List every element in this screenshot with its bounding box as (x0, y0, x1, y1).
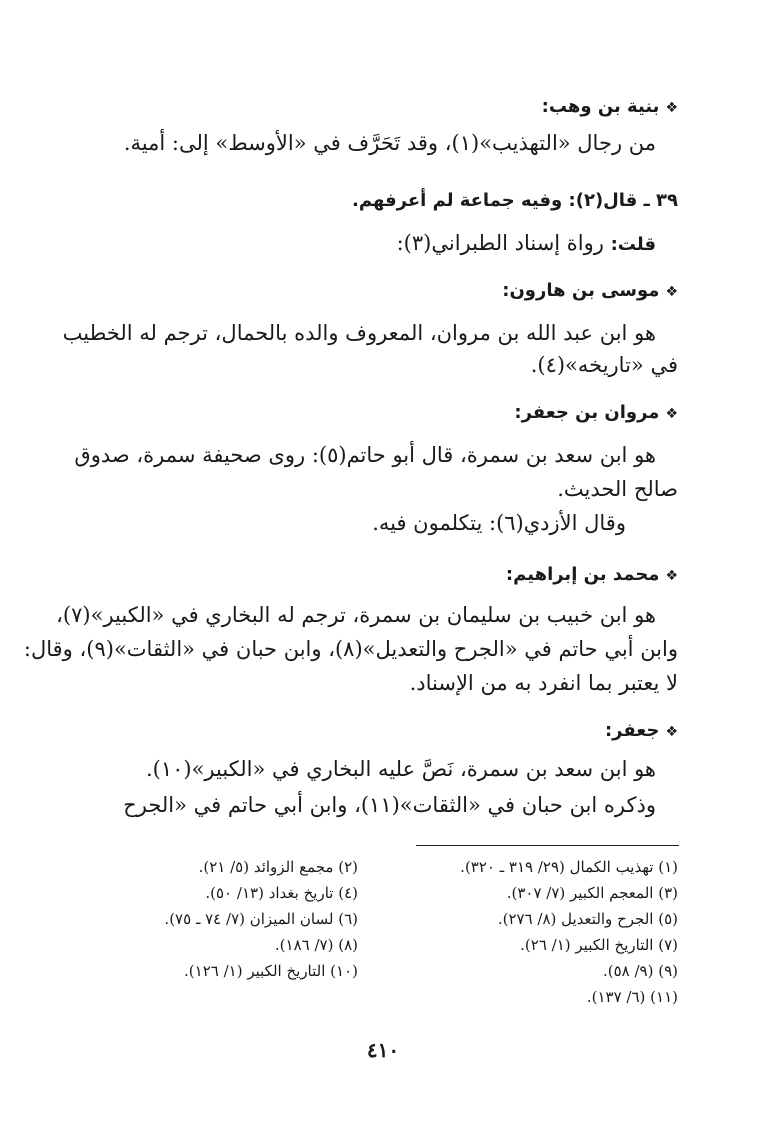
qult-label: قلت: (610, 234, 656, 255)
footnote: (١) تهذيب الكمال (٢٩/ ٣١٩ ـ ٣٢٠). (460, 858, 678, 876)
footnote: (٥) الجرح والتعديل (٨/ ٢٧٦). (497, 910, 678, 928)
footnote: (٤) تاريخ بغداد (١٣/ ٥٠). (205, 884, 358, 902)
footnote: (٦) لسان الميزان (٧/ ٧٤ ـ ٧٥). (164, 910, 358, 928)
entry-text: وابن أبي حاتم في «الجرح والتعديل»(٨)، وابن حبان في «الثقات»(٩)، وقال: (23, 637, 678, 661)
entry-text: من رجال «التهذيب»(١)، وقد تَحَرَّف في «الأوسط» إلى: أمية. (123, 131, 656, 155)
footnote: (٢) مجمع الزوائد (٥/ ٢١). (198, 858, 358, 876)
footnote: (١١) (٦/ ١٣٧). (586, 988, 678, 1006)
entry-heading: ❖بنية بن وهب: (541, 96, 678, 117)
entry-text: وذكره ابن حبان في «الثقات»(١١)، وابن أبي حاتم في «الجرح (123, 793, 656, 817)
footnote: (١٠) التاريخ الكبير (١/ ١٢٦). (184, 962, 358, 980)
entry-heading: ❖مروان بن جعفر: (514, 402, 678, 423)
bullet-icon: ❖ (665, 406, 678, 422)
entry-text: وقال الأزدي(٦): يتكلمون فيه. (372, 511, 626, 535)
footnote-divider (416, 845, 679, 846)
entry-heading: ❖موسى بن هارون: (502, 280, 678, 301)
footnote: (٩) (٩/ ٥٨). (602, 962, 678, 980)
section-heading: ٣٩ ـ قال(٢): وفيه جماعة لم أعرفهم. (352, 190, 678, 211)
qult-text: رواة إسناد الطبراني(٣): (396, 231, 604, 255)
entry-text: هو ابن عبد الله بن مروان، المعروف والده بالحمال، ترجم له الخطيب (62, 321, 656, 345)
entry-heading: ❖جعفر: (604, 720, 678, 741)
bullet-icon: ❖ (665, 100, 678, 116)
entry-text: هو ابن خبيب بن سليمان بن سمرة، ترجم له البخاري في «الكبير»(٧)، (56, 603, 656, 627)
footnote: (٧) التاريخ الكبير (١/ ٢٦). (520, 936, 678, 954)
entry-text: في «تاريخه»(٤). (530, 353, 678, 377)
entry-text: لا يعتبر بما انفرد به من الإسناد. (409, 671, 678, 695)
page-number: ٤١٠ (366, 1038, 400, 1062)
entry-text: هو ابن سعد بن سمرة، قال أبو حاتم(٥): روى صحيفة سمرة، صدوق (74, 443, 656, 467)
bullet-icon: ❖ (665, 568, 678, 584)
entry-heading: ❖محمد بن إبراهيم: (505, 564, 678, 585)
footnote: (٣) المعجم الكبير (٧/ ٣٠٧). (506, 884, 678, 902)
bullet-icon: ❖ (665, 724, 678, 740)
entry-text: صالح الحديث. (557, 477, 678, 501)
footnote: (٨) (٧/ ١٨٦). (274, 936, 358, 954)
entry-text: هو ابن سعد بن سمرة، نَصَّ عليه البخاري في «الكبير»(١٠). (145, 757, 656, 781)
bullet-icon: ❖ (665, 284, 678, 300)
qult-line (397, 228, 656, 260)
